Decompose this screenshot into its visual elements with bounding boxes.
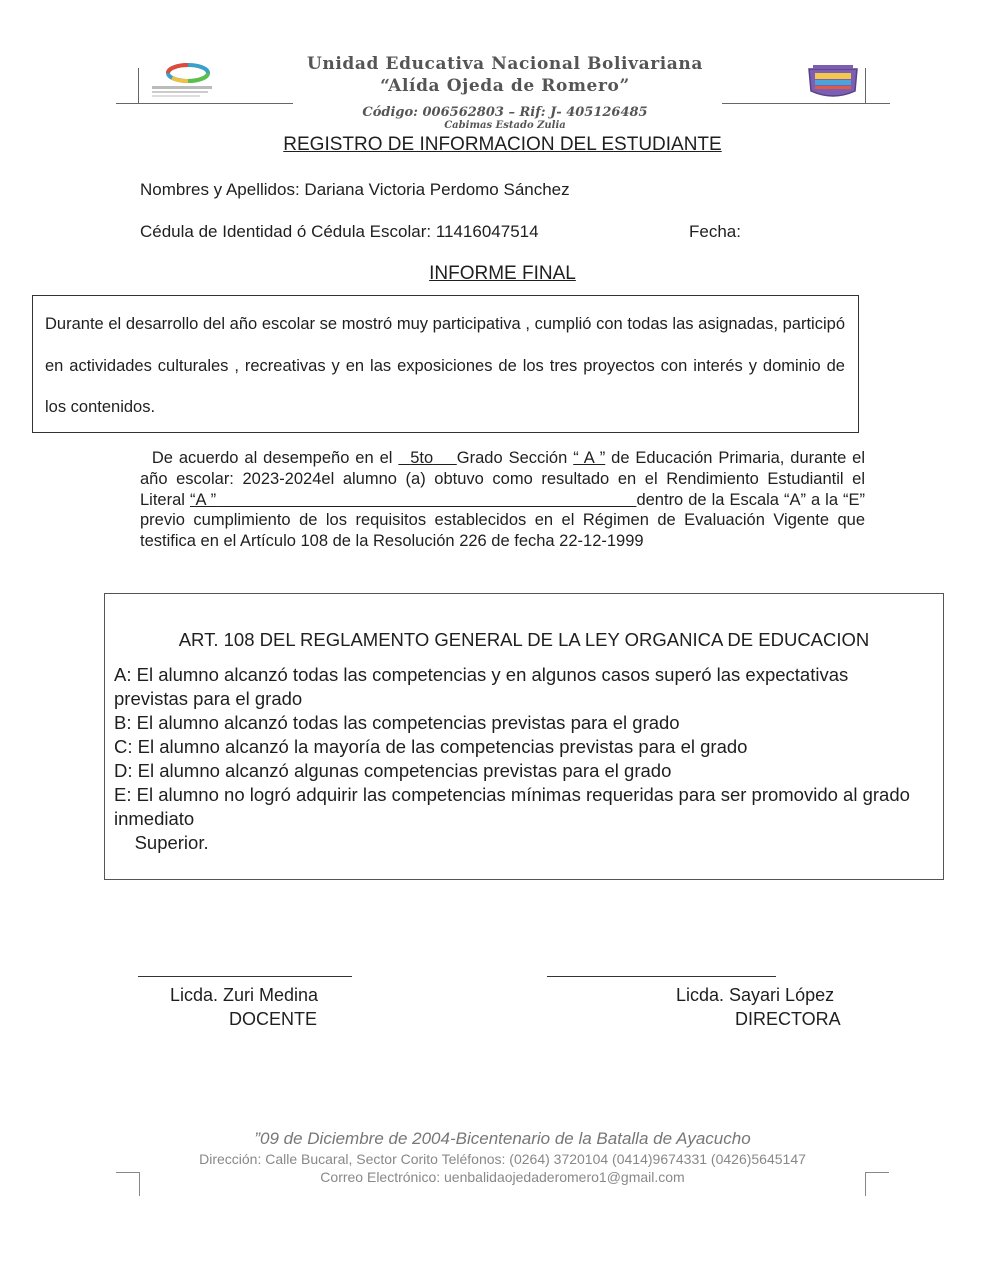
student-id-line (140, 222, 539, 242)
header-tick-right (865, 68, 866, 104)
footer-corner-left-h (116, 1172, 140, 1173)
section-value: “ A ” (573, 449, 606, 467)
student-name-line (140, 180, 570, 200)
result-text-4: dentro de la Escala “A” a la “E” previo cumplimiento de los requisitos establecidos en el Régimen de Evaluación Vigente que testifica en el Artículo 108 de la Resolución 226 de fecha 22-12-1999 (140, 490, 865, 551)
school-subtitle: “Alída Ojeda de Romero” (380, 76, 630, 96)
footer-email: Correo Electrónico: uenbalidaojedaderomero1@gmail.com (320, 1169, 685, 1185)
school-logo-right (805, 63, 861, 99)
article-item-b: B: El alumno alcanzó todas las competencias previstas para el grado (114, 712, 680, 733)
student-id-label: Cédula de Identidad ó Cédula Escolar: (140, 222, 432, 241)
article-list (114, 663, 924, 855)
article-extra: Superior. (134, 832, 209, 853)
school-code: Código: 006562803 – Rif: J- 405126485 (362, 105, 648, 120)
result-paragraph (140, 448, 865, 552)
grade-value: 5to (410, 449, 434, 467)
school-logo-left (150, 60, 216, 104)
article-item-d: D: El alumno alcanzó algunas competencias previstas para el grado (114, 760, 672, 781)
student-id-value: 11416047514 (435, 222, 539, 241)
article-title: ART. 108 DEL REGLAMENTO GENERAL DE LA LEY ORGANICA DE EDUCACION (178, 629, 870, 650)
article-item-c: C: El alumno alcanzó la mayoría de las competencias previstas para el grado (114, 736, 748, 757)
teacher-name: Licda. Zuri Medina (170, 985, 319, 1005)
director-signature-line (547, 976, 776, 977)
school-city: Cabimas Estado Zulia (444, 120, 566, 131)
student-name-label: Nombres y Apellidos: (140, 180, 300, 199)
literal-value: “A ” (189, 490, 217, 509)
footer-corner-right-v (865, 1172, 866, 1196)
school-name: Unidad Educativa Nacional Bolivariana (306, 54, 704, 74)
footer-quote: ”09 de Diciembre de 2004-Bicentenario de la Batalla de Ayacucho (254, 1129, 751, 1148)
footer-corner-right-h (865, 1172, 889, 1173)
header-tick-left (138, 68, 139, 104)
document-title: REGISTRO DE INFORMACION DEL ESTUDIANTE (283, 134, 722, 155)
director-role: DIRECTORA (735, 1009, 841, 1029)
report-title: INFORME FINAL (429, 263, 576, 284)
student-name-value: Dariana Victoria Perdomo Sánchez (304, 180, 570, 199)
report-text: Durante el desarrollo del año escolar se mostró muy participativa , cumplió con todas las asignadas, participó en actividades culturales , recreativas y en las exposiciones de los tres proyectos con interés y dominio de los contenidos. (45, 315, 845, 416)
director-name: Licda. Sayari López (676, 985, 835, 1005)
teacher-signature-line (138, 976, 352, 977)
result-text-2: Grado Sección (456, 449, 568, 467)
article-item-a: A: El alumno alcanzó todas las competencias y en algunos casos superó las expectativas previstas para el grado (114, 664, 849, 709)
article-item-e: E: El alumno no logró adquirir las competencias mínimas requeridas para ser promovido al grado inmediato (114, 784, 910, 829)
result-text-3: de Educación Primaria, durante el año escolar: 2023-2024el alumno (a) obtuvo como resultado en el Rendimiento Estudiantil el Literal (140, 449, 866, 509)
result-text-1: De acuerdo al desempeño en el (151, 449, 393, 467)
footer-corner-left-v (139, 1172, 140, 1196)
footer-address: Dirección: Calle Bucaral, Sector Corito Teléfonos: (0264) 3720104 (0414)9674331 (0426)5645147 (199, 1151, 806, 1167)
teacher-role: DOCENTE (229, 1009, 318, 1029)
date-label: Fecha: (689, 222, 741, 241)
